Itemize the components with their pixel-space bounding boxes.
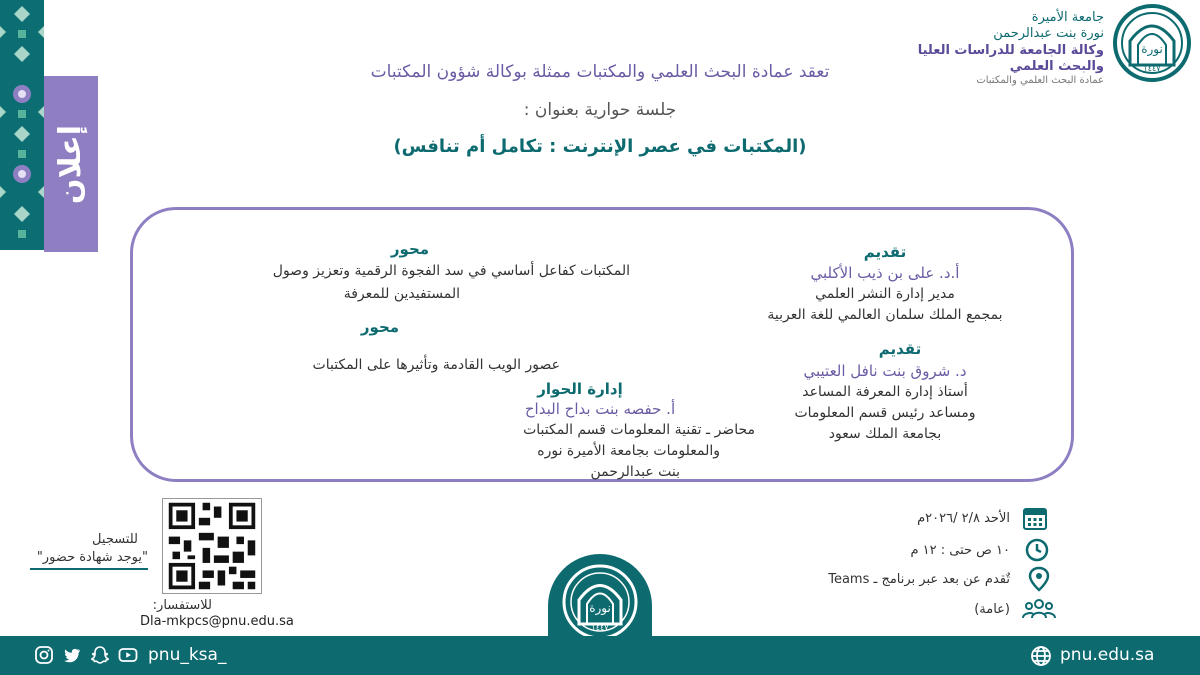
qr-code[interactable] (163, 499, 261, 593)
speaker-2-label: تقديم (878, 340, 922, 358)
agency-line1: وكالة الجامعة للدراسات العليا (917, 43, 1104, 58)
speaker-2-title-line2: ومساعد رئيس قسم المعلومات (794, 405, 976, 421)
speaker-2-title-line1: أستاذ إدارة المعرفة المساعد (802, 384, 968, 400)
announcement-label: إعلان (53, 124, 89, 204)
calendar-icon (1022, 505, 1048, 531)
inquiry-label: للاستفسار: (152, 598, 212, 613)
moderator-label: إدارة الحوار (537, 380, 623, 398)
certificate-underline (30, 568, 148, 570)
session-topic: (المكتبات في عصر الإنترنت : تكامل أم تنافس) (393, 136, 807, 157)
footer-website[interactable]: pnu.edu.sa (1060, 645, 1155, 665)
moderator-name: أ. حفصه بنت بداح البداح (524, 400, 676, 418)
event-audience: (عامة) (974, 602, 1010, 617)
people-icon (1022, 596, 1056, 622)
agency-line2: والبحث العلمي (1009, 59, 1104, 74)
bottom-logo-text: نورة (589, 601, 611, 615)
speaker-2-title-line3: بجامعة الملك سعود (828, 426, 942, 442)
axis-2-label: محور (360, 318, 400, 336)
logo-year: ١٤٤٧ (1143, 64, 1161, 73)
location-pin-icon (1026, 566, 1052, 592)
decorative-pattern-strip (0, 0, 44, 250)
certificate-note: "يوجد شهادة حضور" (36, 550, 148, 565)
event-date: الأحد ٢/٨ /٢٠٢٦م (917, 511, 1010, 526)
axis-1-line2: المستفيدين للمعرفة (343, 286, 460, 302)
university-name-line1: جامعة الأميرة (1031, 10, 1104, 25)
speaker-1-title-line2: بمجمع الملك سلمان العالمي للغة العربية (767, 307, 1003, 323)
event-time: ١٠ ص حتى : ١٢ م (910, 543, 1010, 558)
axis-2-line1: عصور الويب القادمة وتأثيرها على المكتبات (312, 357, 560, 373)
speaker-2-name: د. شروق بنت نافل العتيبي (803, 362, 967, 380)
axis-1-label: محور (390, 240, 430, 258)
pattern-graphic (0, 0, 44, 250)
register-label: للتسجيل (92, 532, 138, 547)
axis-1-line1: المكتبات كفاعل أساسي في سد الفجوة الرقمية وتعزيز وصول (272, 263, 630, 279)
footer-social-handle[interactable]: pnu_ksa_ (148, 645, 227, 665)
intro-text: تعقد عمادة البحث العلمي والمكتبات ممثلة بوكالة شؤون المكتبات (370, 62, 830, 82)
qr-code-frame[interactable] (162, 498, 262, 594)
moderator-title-line1: محاضر ـ تقنية المعلومات قسم المكتبات (523, 422, 755, 438)
moderator-title-line3: بنت عبدالرحمن (590, 464, 680, 480)
university-logo (1112, 3, 1192, 83)
moderator-title-line2: والمعلومات بجامعة الأميرة نوره (537, 443, 720, 459)
speaker-1-label: تقديم (863, 243, 907, 261)
bottom-logo-year: ١٤٤٧ (591, 623, 609, 632)
bottom-university-logo (560, 562, 640, 642)
university-name-line2: نورة بنت عبدالرحمن (993, 26, 1104, 41)
contact-email[interactable]: Dla-mkpcs@pnu.edu.sa (140, 614, 294, 629)
announcement-label-wrap (44, 76, 98, 252)
deanship-name: عمادة البحث العلمي والمكتبات (976, 75, 1104, 86)
snapchat-icon[interactable] (90, 645, 110, 665)
youtube-icon[interactable] (118, 645, 138, 665)
logo-text: نورة (1141, 42, 1163, 56)
session-subtitle: جلسة حوارية بعنوان : (523, 100, 677, 120)
speaker-1-title-line1: مدير إدارة النشر العلمي (815, 286, 955, 302)
clock-icon (1024, 537, 1050, 563)
speaker-1-name: أ.د. على بن ذيب الأكلبي (810, 264, 960, 282)
event-location: تٌقدم عن بعد عبر برنامج ـ Teams (828, 572, 1010, 587)
globe-icon (1030, 645, 1052, 667)
twitter-icon[interactable] (62, 645, 82, 665)
instagram-icon[interactable] (34, 645, 54, 665)
